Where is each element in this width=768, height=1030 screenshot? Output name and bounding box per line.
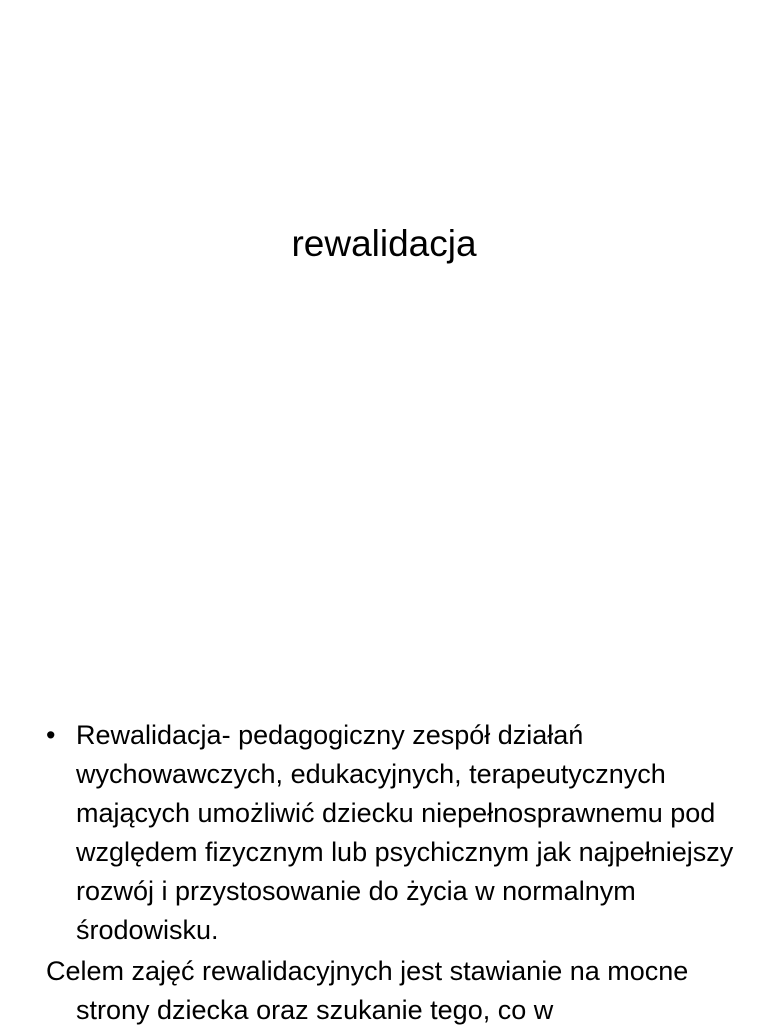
bullet-item (46, 716, 736, 950)
bullet-icon: • (46, 720, 56, 750)
bullet-text: Rewalidacja- pedagogiczny zespół działań wychowawczych, edukacyjnych, terapeutycznych mających umożliwić dziecku niepełnosprawnemu pod względem fizycznym lub psychicznym jak najpełniejszy rozwój i przystosowanie do życia w normalnym środowisku. (76, 720, 734, 945)
slide-content (46, 716, 736, 1030)
body-paragraph: Celem zajęć rewalidacyjnych jest stawianie na mocne strony dziecka oraz szukanie tego, co w (46, 956, 689, 1025)
slide-title: rewalidacja (291, 223, 477, 264)
